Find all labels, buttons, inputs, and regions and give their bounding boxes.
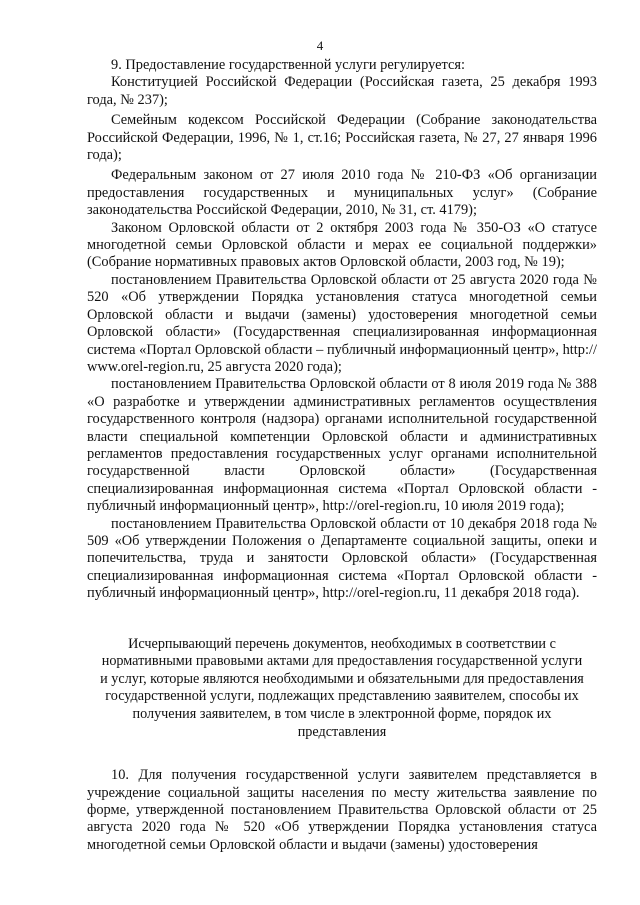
paragraph-constitution: Конституцией Российской Федерации (Российская газета, 25 декабря 1993 года, № 237); — [87, 74, 597, 108]
paragraph-resolution-388: постановлением Правительства Орловской области от 8 июля 2019 года № 388 «О разработке и утверждении административных регламентов осуществления государственного контроля (надзора) органами исполнительной государственной власти специальной компетенции Орловской области и административных регламентов предоставления государственных услуг органами исполнительной государственной власти Орловской области» (Государственная специализированная информационная система «Портал Орловской области - публичный информационный центр», http://orel-region.ru, 10 июля 2019 года); — [87, 376, 597, 515]
paragraph-resolution-509: постановлением Правительства Орловской области от 10 декабря 2018 года № 509 «Об утверждении Положения о Департаменте социальной защиты, опеки и попечительства, труда и занятости Орловской области» (Государственная специализированная информационная система «Портал Орловской области - публичный информационный центр», http://orel-region.ru, 11 декабря 2018 года). — [87, 515, 597, 602]
paragraph-10: 10. Для получения государственной услуги заявителем представляется в учреждение социальной защиты населения по месту жительства заявление по форме, утвержденной постановлением Правительства Орловской области от 25 августа 2020 года № 520 «Об утверждении Порядка установления статуса многодетной семьи Орловской области и выдачи (замены) удостоверения — [87, 767, 597, 853]
paragraph-oblast-law: Законом Орловской области от 2 октября 2003 года № 350-ОЗ «О статусе многодетной семьи Орловской области и мерах ее социальной поддержки» (Собрание нормативных правовых актов Орловской области, 2003 год, № 19); — [87, 219, 597, 271]
section-heading: Исчерпывающий перечень документов, необходимых в соответствии с нормативными правовыми актами для предоставления государственной услуги и услуг, которые являются необходимыми и обязательными для предоставления государственной услуги, подлежащих представлению заявителем, способы их получения заявителем, в том числе в электронной форме, порядок их представления — [100, 635, 584, 740]
paragraph-family-code: Семейным кодексом Российской Федерации (Собрание законодательства Российской Федерации, 1996, № 1, ст.16; Российская газета, № 27, 27 января 1996 года); — [87, 112, 597, 164]
document-body — [87, 57, 597, 854]
paragraph-resolution-520: постановлением Правительства Орловской области от 25 августа 2020 года № 520 «Об утверждении Порядка установления статуса многодетной семьи Орловской области и выдачи (замены) удостоверения многодетной семьи Орловской области» (Государственная специализированная информационная система «Портал Орловской области – публичный информационный центр», http:// www.orel-region.ru, 25 августа 2020 года); — [87, 271, 597, 375]
page-number: 4 — [316, 38, 324, 53]
paragraph-9-intro: 9. Предоставление государственной услуги регулируется: — [111, 57, 465, 73]
paragraph-federal-law: Федеральным законом от 27 июля 2010 года № 210-ФЗ «Об организации предоставления государственных и муниципальных услуг» (Собрание законодательства Российской Федерации, 2010, № 31, ст. 4179); — [87, 167, 597, 219]
